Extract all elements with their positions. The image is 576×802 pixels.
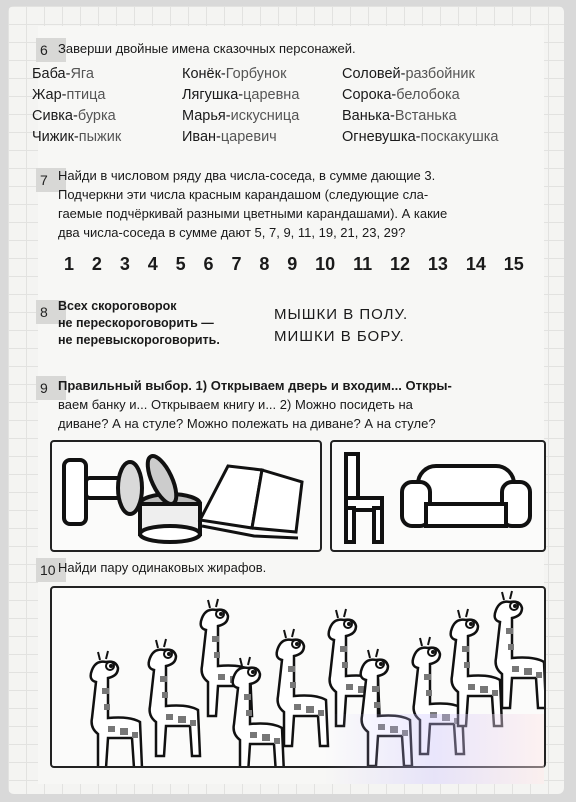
tongue-twister-line: не перескороговорить — <box>58 316 214 330</box>
number-item: 14 <box>465 254 486 274</box>
number-item: 12 <box>390 254 411 274</box>
phrase-line: МИШКИ В БОРУ. <box>274 328 405 345</box>
task7-line: гаемые подчёркивай разными цветными карандашами). А какие <box>58 206 448 221</box>
giraffe-icon <box>451 609 502 726</box>
task-number-8: 8 <box>36 300 66 324</box>
number-row <box>64 254 524 275</box>
task9-line: Правильный выбор. 1) Открываем дверь и входим... Откры- <box>58 378 452 393</box>
name-answer-part: Встанька <box>394 108 457 124</box>
task-number-10: 10 <box>36 558 66 582</box>
worksheet-page <box>8 6 564 794</box>
page-shadow <box>324 714 544 784</box>
task9-text <box>58 376 538 433</box>
name-given-part: Сивка- <box>32 108 78 124</box>
character-name <box>182 64 342 85</box>
giraffe-icon <box>149 639 200 756</box>
task7-line: Найди в числовом ряду два числа-соседа, в сумме дающие 3. <box>58 168 436 183</box>
character-name <box>182 85 342 106</box>
name-answer-part: разбойник <box>405 66 475 82</box>
task7-line: два числа-соседа в сумме дают 5, 7, 9, 11, 19, 21, 23, 29? <box>58 225 406 240</box>
sofa-icon <box>402 466 530 526</box>
giraffe-icon <box>277 629 328 746</box>
task7-line: Подчеркни эти числа красным карандашом (следующие сла- <box>58 187 429 202</box>
number-item: 10 <box>315 254 336 274</box>
number-item: 5 <box>175 254 186 274</box>
number-item: 15 <box>503 254 524 274</box>
furniture-picture <box>330 440 546 552</box>
book-icon <box>200 466 302 538</box>
number-item: 6 <box>203 254 214 274</box>
door-handle-icon <box>64 460 142 524</box>
character-name <box>342 106 512 127</box>
phrase-pair <box>274 304 408 348</box>
number-item: 1 <box>64 254 75 274</box>
name-answer-part: белобока <box>396 87 460 103</box>
giraffe-icon <box>233 657 284 766</box>
task9-line: диване? А на стуле? Можно полежать на диване? А на стуле? <box>58 416 436 431</box>
character-name <box>182 127 342 148</box>
number-item: 4 <box>147 254 158 274</box>
name-given-part: Ванька- <box>342 108 395 124</box>
number-item: 3 <box>119 254 130 274</box>
task10-instruction: Найди пару одинаковых жирафов. <box>58 560 267 575</box>
character-name <box>32 127 182 148</box>
name-answer-part: птица <box>66 87 106 103</box>
giraffe-icon <box>495 591 544 708</box>
name-answer-part: царевна <box>243 87 300 103</box>
name-given-part: Жар- <box>32 87 67 103</box>
task9-line: ваем банку и... Открываем книгу и... 2) Можно посидеть на <box>58 397 413 412</box>
name-given-part: Конёк- <box>182 66 226 82</box>
open-objects-picture <box>50 440 322 552</box>
character-name <box>342 64 512 85</box>
task-number-9: 9 <box>36 376 66 400</box>
name-answer-part: царевич <box>220 129 277 145</box>
chair-icon <box>346 454 382 542</box>
character-name <box>32 64 182 85</box>
name-given-part: Сорока- <box>342 87 397 103</box>
tongue-twister <box>58 298 220 349</box>
character-names-grid <box>32 64 502 148</box>
name-given-part: Иван- <box>182 129 221 145</box>
name-given-part: Соловей- <box>342 66 406 82</box>
task-number-7: 7 <box>36 168 66 192</box>
character-name <box>342 85 512 106</box>
worksheet-content <box>32 26 544 784</box>
name-given-part: Баба- <box>32 66 71 82</box>
character-name <box>32 106 182 127</box>
jar-icon <box>140 452 200 542</box>
name-answer-part: пыжик <box>78 129 122 145</box>
name-given-part: Марья- <box>182 108 231 124</box>
character-name <box>32 85 182 106</box>
task7-text <box>58 166 538 242</box>
name-answer-part: Яга <box>70 66 94 82</box>
tongue-twister-line: Всех скороговорок <box>58 299 177 313</box>
phrase-line: МЫШКИ В ПОЛУ. <box>274 306 409 323</box>
number-item: 7 <box>231 254 242 274</box>
number-item: 9 <box>287 254 298 274</box>
number-item: 13 <box>427 254 448 274</box>
name-answer-part: Горбунок <box>225 66 287 82</box>
name-given-part: Лягушка- <box>182 87 244 103</box>
name-given-part: Чижик- <box>32 129 79 145</box>
task6-instruction: Заверши двойные имена сказочных персонажей. <box>58 41 356 56</box>
name-given-part: Огневушка- <box>342 129 421 145</box>
name-answer-part: бурка <box>77 108 116 124</box>
number-item: 8 <box>259 254 270 274</box>
task-number-6: 6 <box>36 38 66 62</box>
number-item: 2 <box>91 254 102 274</box>
name-answer-part: искусница <box>230 108 300 124</box>
number-item: 11 <box>353 254 373 274</box>
giraffe-icon <box>91 651 142 766</box>
name-answer-part: поскакушка <box>420 129 499 145</box>
tongue-twister-line: не перевыскороговорить. <box>58 333 220 347</box>
character-name <box>182 106 342 127</box>
character-name <box>342 127 512 148</box>
